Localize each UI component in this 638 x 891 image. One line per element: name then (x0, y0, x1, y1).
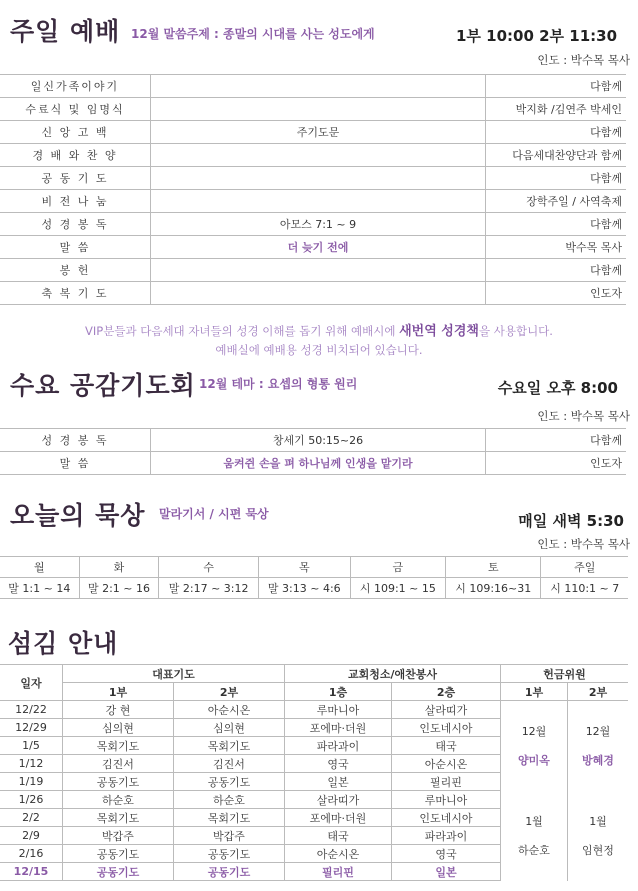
service-title: 섬김 안내 (8, 629, 119, 658)
cleaning-floor-1: 영국 (285, 755, 392, 773)
prayer-1: 박갑주 (63, 827, 174, 845)
worship-row (0, 144, 626, 167)
order-label: 성 경 봉 독 (0, 429, 151, 452)
meditation-day: 화 (79, 557, 159, 578)
order-content: 더 늦기 전에 (151, 236, 486, 259)
prayer-2: 공동기도 (174, 863, 285, 881)
cleaning-floor-2: 인도네시아 (392, 719, 501, 737)
meditation-day: 주일 (541, 557, 628, 578)
cleaning-floor-1: 파라과이 (285, 737, 392, 755)
order-leader: 다음세대찬양단과 함께 (486, 144, 627, 167)
service-row (0, 701, 628, 719)
order-label: 성 경 봉 독 (0, 213, 151, 236)
sunday-leader: 인도 : 박수목 목사 (537, 53, 630, 67)
header-floor-2: 2층 (392, 683, 501, 701)
offering-dec-month-2: 12월 (585, 725, 611, 739)
offering-jan-1 (501, 791, 568, 881)
worship-row (0, 190, 626, 213)
service-section (0, 618, 638, 891)
worship-row (0, 121, 626, 144)
order-content (151, 167, 486, 190)
header-prayer-2: 2부 (174, 683, 285, 701)
cleaning-floor-1: 아순시온 (285, 845, 392, 863)
offering-dec-1-name: 양미옥 (518, 754, 550, 768)
header-offering-2: 2부 (568, 683, 629, 701)
order-content (151, 282, 486, 305)
meditation-subtitle: 말라기서 / 시편 묵상 (159, 507, 269, 521)
bible-notice-post: 을 사용합니다. (478, 324, 553, 338)
order-label: 축 복 기 도 (0, 282, 151, 305)
wednesday-row (0, 452, 626, 475)
wednesday-row (0, 429, 626, 452)
prayer-1: 심의현 (63, 719, 174, 737)
prayer-1: 목회기도 (63, 737, 174, 755)
prayer-2: 하순호 (174, 791, 285, 809)
service-date: 12/22 (0, 701, 63, 719)
prayer-1: 목회기도 (63, 809, 174, 827)
wednesday-title: 수요 공감기도회 (10, 371, 196, 400)
order-leader: 다함께 (486, 213, 627, 236)
service-date: 1/19 (0, 773, 63, 791)
service-date: 1/5 (0, 737, 63, 755)
meditation-passage: 시 109:1 ~ 15 (350, 578, 445, 599)
offering-dec-2-name: 방혜경 (582, 754, 614, 768)
service-date: 2/9 (0, 827, 63, 845)
offering-dec-month: 12월 (521, 725, 547, 739)
cleaning-floor-1: 살라띠가 (285, 791, 392, 809)
prayer-2: 목회기도 (174, 809, 285, 827)
header-floor-1: 1층 (285, 683, 392, 701)
cleaning-floor-2: 파라과이 (392, 827, 501, 845)
prayer-2: 아순시온 (174, 701, 285, 719)
prayer-2: 목회기도 (174, 737, 285, 755)
service-date: 12/15 (0, 863, 63, 881)
order-label: 신 앙 고 백 (0, 121, 151, 144)
bible-notice-2: 예배실에 예배용 성경 비치되어 있습니다. (215, 343, 423, 357)
order-label: 공 동 기 도 (0, 167, 151, 190)
order-label: 봉 헌 (0, 259, 151, 282)
worship-row (0, 236, 626, 259)
service-date: 12/29 (0, 719, 63, 737)
meditation-passage: 말 3:13 ~ 4:6 (258, 578, 350, 599)
cleaning-floor-1: 포에마·더원 (285, 809, 392, 827)
prayer-2: 심의현 (174, 719, 285, 737)
meditation-passage: 말 2:1 ~ 16 (79, 578, 159, 599)
order-leader: 다함께 (486, 121, 627, 144)
sunday-subtitle: 12월 말씀주제 : 종말의 시대를 사는 성도에게 (131, 27, 375, 41)
offering-jan-2-name: 임현정 (582, 844, 614, 857)
order-leader: 인도자 (486, 282, 627, 305)
header-offering-1: 1부 (501, 683, 568, 701)
offering-dec-2 (568, 701, 629, 791)
meditation-day: 수 (159, 557, 259, 578)
header-date: 일자 (0, 665, 63, 701)
prayer-1: 공동기도 (63, 863, 174, 881)
order-label: 일신가족이야기 (0, 75, 151, 98)
meditation-day: 목 (258, 557, 350, 578)
sunday-title: 주일 예배 (10, 17, 121, 46)
wednesday-subtitle: 12월 테마 : 요셉의 형통 원리 (199, 377, 358, 391)
order-leader: 다함께 (486, 167, 627, 190)
service-date: 2/16 (0, 845, 63, 863)
header-offering: 헌금위원 (501, 665, 629, 683)
order-label: 경 배 와 찬 양 (0, 144, 151, 167)
order-content (151, 259, 486, 282)
header-prayer-1: 1부 (63, 683, 174, 701)
cleaning-floor-1: 루마니아 (285, 701, 392, 719)
meditation-day: 금 (350, 557, 445, 578)
meditation-leader: 인도 : 박수목 목사 (537, 537, 630, 551)
meditation-passage: 말 2:17 ~ 3:12 (159, 578, 259, 599)
order-leader: 다함께 (486, 429, 627, 452)
order-leader: 장학주일 / 사역축제 (486, 190, 627, 213)
prayer-1: 강 현 (63, 701, 174, 719)
meditation-time: 매일 새벽 5:30 (518, 512, 624, 530)
order-leader: 다함께 (486, 259, 627, 282)
worship-row (0, 282, 626, 305)
meditation-title: 오늘의 묵상 (10, 501, 146, 530)
worship-row (0, 98, 626, 121)
worship-row (0, 167, 626, 190)
wednesday-time: 수요일 오후 8:00 (497, 379, 618, 397)
order-content: 움켜쥔 손을 펴 하나님께 인생을 맡기라 (151, 452, 486, 475)
order-leader: 박지화 /김연주 박세인 (486, 98, 627, 121)
sunday-section (0, 0, 638, 360)
meditation-passage: 시 109:16~31 (446, 578, 541, 599)
prayer-1: 하순호 (63, 791, 174, 809)
service-row (0, 791, 628, 809)
bible-notice (0, 320, 638, 339)
prayer-1: 공동기도 (63, 845, 174, 863)
cleaning-floor-1: 태국 (285, 827, 392, 845)
service-date: 1/12 (0, 755, 63, 773)
offering-jan-month-2: 1월 (589, 815, 607, 828)
service-table (0, 664, 628, 881)
prayer-1: 공동기도 (63, 773, 174, 791)
offering-jan-2 (568, 791, 629, 881)
order-content: 창세기 50:15~26 (151, 429, 486, 452)
cleaning-floor-2: 루마니아 (392, 791, 501, 809)
worship-row (0, 213, 626, 236)
order-leader: 인도자 (486, 452, 627, 475)
prayer-2: 공동기도 (174, 845, 285, 863)
meditation-passage: 말 1:1 ~ 14 (0, 578, 79, 599)
wednesday-section (0, 362, 638, 477)
order-content (151, 75, 486, 98)
bible-notice-bold: 새번역 성경책 (399, 324, 479, 339)
cleaning-floor-2: 필리핀 (392, 773, 501, 791)
order-content (151, 144, 486, 167)
order-content: 주기도문 (151, 121, 486, 144)
meditation-passage: 시 110:1 ~ 7 (541, 578, 628, 599)
cleaning-floor-2: 태국 (392, 737, 501, 755)
wednesday-leader: 인도 : 박수목 목사 (537, 409, 630, 423)
cleaning-floor-2: 아순시온 (392, 755, 501, 773)
meditation-day: 토 (446, 557, 541, 578)
meditation-section (0, 492, 638, 612)
order-content: 아모스 7:1 ~ 9 (151, 213, 486, 236)
order-content (151, 98, 486, 121)
cleaning-floor-2: 일본 (392, 863, 501, 881)
order-label: 수료식 및 임명식 (0, 98, 151, 121)
prayer-1: 김진서 (63, 755, 174, 773)
offering-jan-month: 1월 (525, 815, 543, 828)
meditation-day: 월 (0, 557, 79, 578)
offering-dec-1 (501, 701, 568, 791)
order-label: 말 씀 (0, 236, 151, 259)
cleaning-floor-2: 영국 (392, 845, 501, 863)
meditation-table (0, 556, 628, 599)
prayer-2: 박갑주 (174, 827, 285, 845)
service-date: 1/26 (0, 791, 63, 809)
header-prayer: 대표기도 (63, 665, 285, 683)
service-date: 2/2 (0, 809, 63, 827)
order-leader: 박수목 목사 (486, 236, 627, 259)
prayer-2: 김진서 (174, 755, 285, 773)
worship-row (0, 259, 626, 282)
wednesday-order-table (0, 428, 626, 475)
cleaning-floor-1: 일본 (285, 773, 392, 791)
order-label: 비 전 나 눔 (0, 190, 151, 213)
cleaning-floor-2: 살라띠가 (392, 701, 501, 719)
order-content (151, 190, 486, 213)
sunday-time: 1부 10:00 2부 11:30 (456, 27, 618, 45)
sunday-order-table (0, 74, 626, 305)
order-label: 말 씀 (0, 452, 151, 475)
cleaning-floor-1: 필리핀 (285, 863, 392, 881)
prayer-2: 공동기도 (174, 773, 285, 791)
bible-notice-pre: VIP분들과 다음세대 자녀들의 성경 이해를 돕기 위해 예배시에 (85, 324, 400, 338)
cleaning-floor-2: 인도네시아 (392, 809, 501, 827)
order-leader: 다함께 (486, 75, 627, 98)
header-cleaning: 교회청소/애찬봉사 (285, 665, 501, 683)
offering-jan-1-name: 하순호 (518, 844, 550, 857)
cleaning-floor-1: 포에마·더원 (285, 719, 392, 737)
worship-row (0, 75, 626, 98)
